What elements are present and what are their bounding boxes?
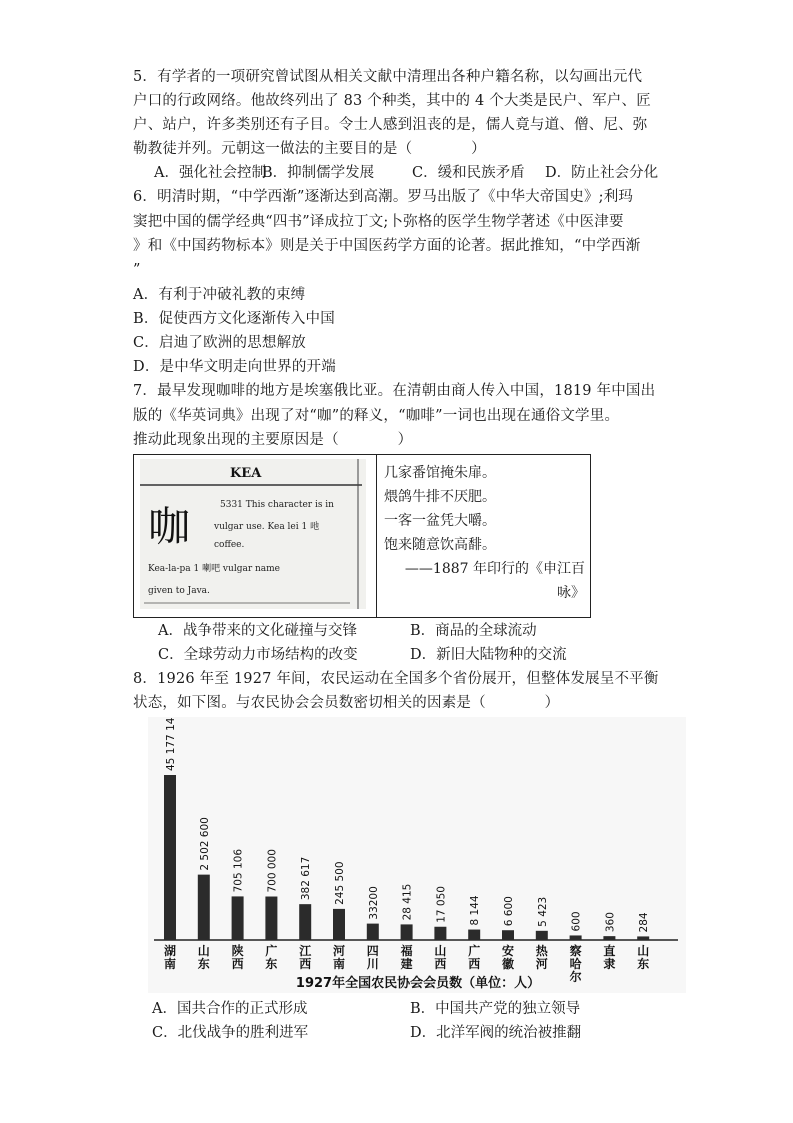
poem-line-1: 几家番馆掩朱扉。 xyxy=(384,465,496,481)
value-label-8: 17 050 xyxy=(435,886,448,923)
q7-poem xyxy=(384,461,589,605)
q5-option-a: A．强化社会控制 xyxy=(154,165,266,181)
bar-1 xyxy=(198,875,210,940)
poem-source-line-1: ——1887 年印行的《申江百 xyxy=(404,561,585,577)
q8-line-1: 8．1926 年至 1927 年间，农民运动在全国多个省份展开，但整体发展呈不平衡 xyxy=(133,671,659,687)
q7-line-1: 7．最早发现咖啡的地方是埃塞俄比亚。在清朝由商人传入中国，1819 年中国出 xyxy=(133,383,656,399)
category-label-4-char-0: 江 xyxy=(299,944,312,958)
value-label-5: 245 500 xyxy=(334,861,346,905)
value-label-0: 45 177 140 xyxy=(165,717,177,771)
dict-text-3: coffee. xyxy=(214,540,245,550)
category-label-9-char-0: 广 xyxy=(468,944,481,958)
q7-option-b: B．商品的全球流动 xyxy=(410,623,537,639)
chart-title: 1927年全国农民协会会员数（单位：人） xyxy=(295,976,541,991)
category-label-14-char-0: 山 xyxy=(637,944,650,958)
bar-7 xyxy=(401,924,413,940)
category-label-0-char-1: 南 xyxy=(163,957,177,971)
bar-8 xyxy=(434,927,446,940)
bar-chart-svg xyxy=(148,717,686,993)
q6-line-3: 》和《中国药物标本》则是关于中国医药学方面的论著。据此推知，“中学西渐 xyxy=(133,238,641,254)
category-label-7-char-1: 建 xyxy=(400,957,413,971)
q7-material-box xyxy=(133,454,591,618)
q5-line-2: 户口的行政网络。他故终列出了 83 个种类，其中的 4 个大类是民户、军户、匠 xyxy=(133,93,651,109)
q5-line-3: 户、站户，许多类别还有子目。令士人感到沮丧的是，儒人竟与道、僧、尼、弥 xyxy=(133,117,648,133)
q7-line-2: 版的《华英词典》出现了对“咖”的释义，“咖啡”一词也出现在通俗文学里。 xyxy=(133,408,620,424)
q6-option-c: C．启迪了欧洲的思想解放 xyxy=(133,335,306,351)
value-label-10: 6 600 xyxy=(503,896,515,927)
category-label-5-char-1: 南 xyxy=(332,957,346,971)
q8-option-d: D．北洋军阀的统治被推翻 xyxy=(410,1025,582,1041)
category-label-6-char-0: 四 xyxy=(366,944,379,958)
category-label-13-char-1: 隶 xyxy=(603,957,616,971)
q7-option-d: D．新旧大陆物种的交流 xyxy=(410,647,567,663)
category-label-12-char-2: 尔 xyxy=(569,970,582,984)
poem-line-2: 煨鸽牛排不厌肥。 xyxy=(384,489,496,505)
value-label-11: 5 423 xyxy=(536,896,549,927)
dict-text-2: vulgar use. Kea lei 1 吔 xyxy=(214,522,320,532)
dict-text-5: given to Java. xyxy=(148,586,210,596)
q7-option-a: A．战争带来的文化碰撞与交锋 xyxy=(158,623,357,639)
value-label-4: 382 617 xyxy=(300,856,313,901)
category-label-14-char-1: 东 xyxy=(637,957,650,971)
q6-line-2: 窦把中国的儒学经典“四书”译成拉丁文;卜弥格的医学生物学著述《中医津要 xyxy=(133,214,624,230)
category-label-10-char-1: 徽 xyxy=(501,957,515,971)
dict-text-4: Kea-la-pa 1 喇吧 vulgar name xyxy=(148,564,281,574)
q6-option-b: B．促使西方文化逐渐传入中国 xyxy=(133,311,335,327)
poem-line-4: 饱来随意饮高馡。 xyxy=(384,537,496,553)
bar-13 xyxy=(603,936,615,940)
dict-big-char: 咖 xyxy=(148,502,191,551)
q7-box-divider xyxy=(376,455,377,617)
bar-2 xyxy=(232,896,244,940)
q5-option-c: C．缓和民族矛盾 xyxy=(412,165,525,181)
dict-text-1: 5331 This character is in xyxy=(220,500,334,510)
bar-10 xyxy=(502,930,514,940)
bar-14 xyxy=(637,936,649,940)
value-label-3: 700 000 xyxy=(266,849,279,893)
dictionary-scan-image xyxy=(140,459,366,609)
q7-option-c: C．全球劳动力市场结构的改变 xyxy=(158,647,358,663)
category-label-2-char-1: 西 xyxy=(231,957,244,971)
category-label-8-char-1: 西 xyxy=(434,957,447,971)
poem-source-line-2: 咏》 xyxy=(557,585,585,601)
poem-line-3: 一客一盆凭大嚼。 xyxy=(384,513,496,529)
value-label-14: 284 xyxy=(638,912,651,933)
category-label-12-char-0: 察 xyxy=(569,944,582,958)
category-label-12-char-1: 哈 xyxy=(569,957,582,971)
q5-line-4: 勒教徒并列。元朝这一做法的主要目的是（ ） xyxy=(133,141,486,157)
bar-6 xyxy=(367,924,379,940)
bar-12 xyxy=(570,935,582,940)
category-label-13-char-0: 直 xyxy=(603,944,616,958)
bar-4 xyxy=(299,904,311,940)
value-label-1: 2 502 600 xyxy=(198,817,211,871)
bar-11 xyxy=(536,931,548,940)
value-label-13: 360 xyxy=(604,912,617,933)
value-label-2: 705 106 xyxy=(232,848,245,893)
category-label-3-char-1: 东 xyxy=(265,957,278,971)
category-label-5-char-0: 河 xyxy=(332,944,346,958)
value-label-7: 28 415 xyxy=(401,883,414,921)
category-label-9-char-1: 西 xyxy=(468,957,481,971)
category-label-6-char-1: 川 xyxy=(366,957,379,971)
dictionary-scan-svg xyxy=(140,459,366,609)
value-label-9: 8 144 xyxy=(469,895,482,926)
q7-line-3: 推动此现象出现的主要原因是（ ） xyxy=(133,432,413,448)
q6-line-1: 6．明清时期，“中学西渐”逐渐达到高潮。罗马出版了《中华大帝国史》;利玛 xyxy=(133,189,634,205)
category-label-4-char-1: 西 xyxy=(299,957,312,971)
category-label-1-char-1: 东 xyxy=(197,957,210,971)
bar-0 xyxy=(164,775,176,940)
category-label-11-char-0: 热 xyxy=(535,944,548,958)
q8-option-b: B．中国共产党的独立领导 xyxy=(410,1001,581,1017)
category-label-10-char-0: 安 xyxy=(501,944,515,958)
q8-option-c: C．北伐战争的胜利进军 xyxy=(152,1025,309,1041)
q8-option-a: A．国共合作的正式形成 xyxy=(152,1001,308,1017)
q6-line-4: ” xyxy=(133,262,141,278)
q6-option-d: D．是中华文明走向世界的开端 xyxy=(133,359,336,375)
category-label-0-char-0: 湖 xyxy=(163,944,177,958)
category-label-3-char-0: 广 xyxy=(265,944,278,958)
category-label-1-char-0: 山 xyxy=(197,944,210,958)
q8-line-2: 状态，如下图。与农民协会会员数密切相关的因素是（ ） xyxy=(133,695,560,711)
bar-9 xyxy=(468,930,480,940)
q5-line-1: 5．有学者的一项研究曾试图从相关文献中清理出各种户籍名称，以勾画出元代 xyxy=(133,69,643,85)
dict-header: KEA xyxy=(230,466,262,481)
value-label-6: 33200 xyxy=(367,886,380,920)
q6-option-a: A．有利于冲破礼教的束缚 xyxy=(133,287,306,303)
q5-option-d: D．防止社会分化 xyxy=(545,165,659,181)
category-label-11-char-1: 河 xyxy=(535,957,548,971)
category-label-2-char-0: 陕 xyxy=(231,944,244,958)
bar-5 xyxy=(333,909,345,940)
category-label-7-char-0: 福 xyxy=(400,944,413,958)
q5-option-b: B．抑制儒学发展 xyxy=(262,165,375,181)
category-label-8-char-0: 山 xyxy=(434,944,447,958)
farmers-association-chart xyxy=(148,717,686,993)
bar-3 xyxy=(265,897,277,940)
value-label-12: 600 xyxy=(570,911,583,932)
